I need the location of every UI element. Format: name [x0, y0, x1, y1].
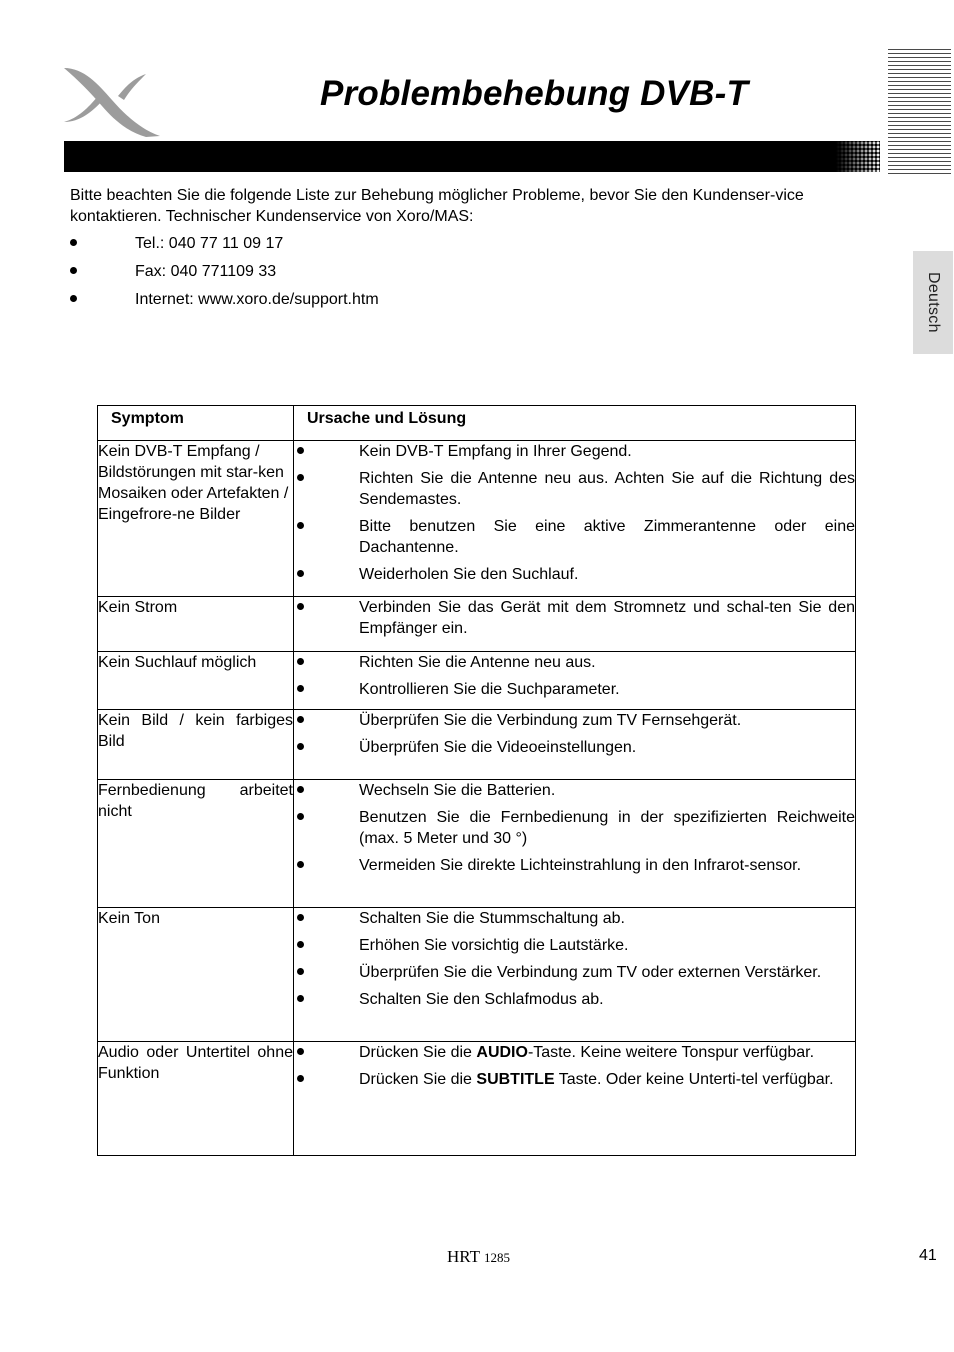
- table-row: [98, 597, 856, 652]
- table-header-row: [98, 406, 856, 441]
- symptom-cell: Kein Bild / kein farbiges Bild: [98, 710, 294, 780]
- solution-cell: [294, 710, 856, 780]
- bullet-icon: [297, 1048, 304, 1055]
- solution-item: Schalten Sie die Stummschaltung ab.: [294, 908, 855, 929]
- table-row: [98, 1042, 856, 1156]
- solution-item: Benutzen Sie die Fernbedienung in der spezifizierten Reichweite (max. 5 Meter und 30 °): [294, 807, 855, 849]
- solution-cell: [294, 1042, 856, 1156]
- solution-item: Richten Sie die Antenne neu aus.: [294, 652, 855, 673]
- bullet-icon: [297, 522, 304, 529]
- bullet-icon: [70, 267, 77, 274]
- solution-item: Verbinden Sie das Gerät mit dem Stromnetz und schal-ten Sie den Empfänger ein.: [294, 597, 855, 639]
- solution-cell: [294, 652, 856, 710]
- solution-cell: [294, 908, 856, 1042]
- bullet-icon: [297, 941, 304, 948]
- solution-cell: [294, 597, 856, 652]
- solution-item: Drücken Sie die AUDIO-Taste. Keine weitere Tonspur verfügbar.: [294, 1042, 855, 1063]
- bullet-icon: [297, 603, 304, 610]
- solution-item: Vermeiden Sie direkte Lichteinstrahlung in den Infrarot-sensor.: [294, 855, 855, 876]
- intro-text: Bitte beachten Sie die folgende Liste zur Behebung möglicher Probleme, bevor Sie den Kundenser-vice kontaktieren. Technischer Kundenservice von Xoro/MAS:: [70, 187, 804, 225]
- troubleshooting-table: [97, 405, 856, 1156]
- table-row: [98, 652, 856, 710]
- symptom-cell: Fernbedienung arbeitet nicht: [98, 780, 294, 908]
- solution-item: Überprüfen Sie die Verbindung zum TV oder externen Verstärker.: [294, 962, 855, 983]
- subtitle-key-label: SUBTITLE: [476, 1071, 555, 1088]
- table-row: [98, 780, 856, 908]
- table-row: [98, 441, 856, 597]
- solution-item: Bitte benutzen Sie eine aktive Zimmerantenne oder eine Dachantenne.: [294, 516, 855, 558]
- table-row: [98, 710, 856, 780]
- solution-item: Überprüfen Sie die Verbindung zum TV Fernsehgerät.: [294, 710, 855, 731]
- symptom-cell: Kein DVB-T Empfang / Bildstörungen mit star-ken Mosaiken oder Artefakten / Eingefrore-ne Bilder: [98, 441, 294, 597]
- solution-item: Schalten Sie den Schlafmodus ab.: [294, 989, 855, 1010]
- solution-cell: [294, 441, 856, 597]
- table-row: [98, 908, 856, 1042]
- symptom-cell: Kein Strom: [98, 597, 294, 652]
- halftone-dots: [836, 141, 880, 172]
- bullet-icon: [297, 716, 304, 723]
- symptom-cell: Audio oder Untertitel ohne Funktion: [98, 1042, 294, 1156]
- audio-key-label: AUDIO: [476, 1044, 528, 1061]
- model-name: HRT 1285: [447, 1247, 510, 1266]
- corner-decoration: [888, 49, 951, 177]
- solution-item: Weiderholen Sie den Suchlauf.: [294, 564, 855, 585]
- language-tab-label: Deutsch: [925, 272, 942, 333]
- language-tab: [913, 251, 953, 354]
- solution-item: Überprüfen Sie die Videoeinstellungen.: [294, 737, 855, 758]
- page-number: 41: [919, 1247, 937, 1264]
- solution-item: Richten Sie die Antenne neu aus. Achten Sie auf die Richtung des Sendemastes.: [294, 468, 855, 510]
- bullet-icon: [297, 786, 304, 793]
- model-number: 1285: [483, 1250, 510, 1265]
- solution-cell: [294, 780, 856, 908]
- column-header-symptom: Symptom: [98, 406, 294, 441]
- bullet-icon: [70, 239, 77, 246]
- xoro-logo-icon: [62, 66, 162, 138]
- bullet-icon: [297, 743, 304, 750]
- bullet-icon: [297, 968, 304, 975]
- symptom-cell: Kein Ton: [98, 908, 294, 1042]
- solution-item: Kontrollieren Sie die Suchparameter.: [294, 679, 855, 700]
- column-header-solution: Ursache und Lösung: [294, 406, 856, 441]
- title-bar: [64, 141, 880, 172]
- solution-item: Kein DVB-T Empfang in Ihrer Gegend.: [294, 441, 855, 462]
- bullet-icon: [297, 813, 304, 820]
- bullet-icon: [297, 685, 304, 692]
- bullet-icon: [297, 447, 304, 454]
- solution-item: Drücken Sie die SUBTITLE Taste. Oder keine Unterti-tel verfügbar.: [294, 1069, 855, 1090]
- solution-item: Wechseln Sie die Batterien.: [294, 780, 855, 801]
- bullet-icon: [297, 658, 304, 665]
- bullet-icon: [297, 861, 304, 868]
- bullet-icon: [297, 570, 304, 577]
- bullet-icon: [297, 1075, 304, 1082]
- bullet-icon: [297, 914, 304, 921]
- solution-item: Erhöhen Sie vorsichtig die Lautstärke.: [294, 935, 855, 956]
- bullet-icon: [297, 474, 304, 481]
- bullet-icon: [70, 295, 77, 302]
- symptom-cell: Kein Suchlauf möglich: [98, 652, 294, 710]
- bullet-icon: [297, 995, 304, 1002]
- page-title: Problembehebung DVB-T: [320, 74, 749, 113]
